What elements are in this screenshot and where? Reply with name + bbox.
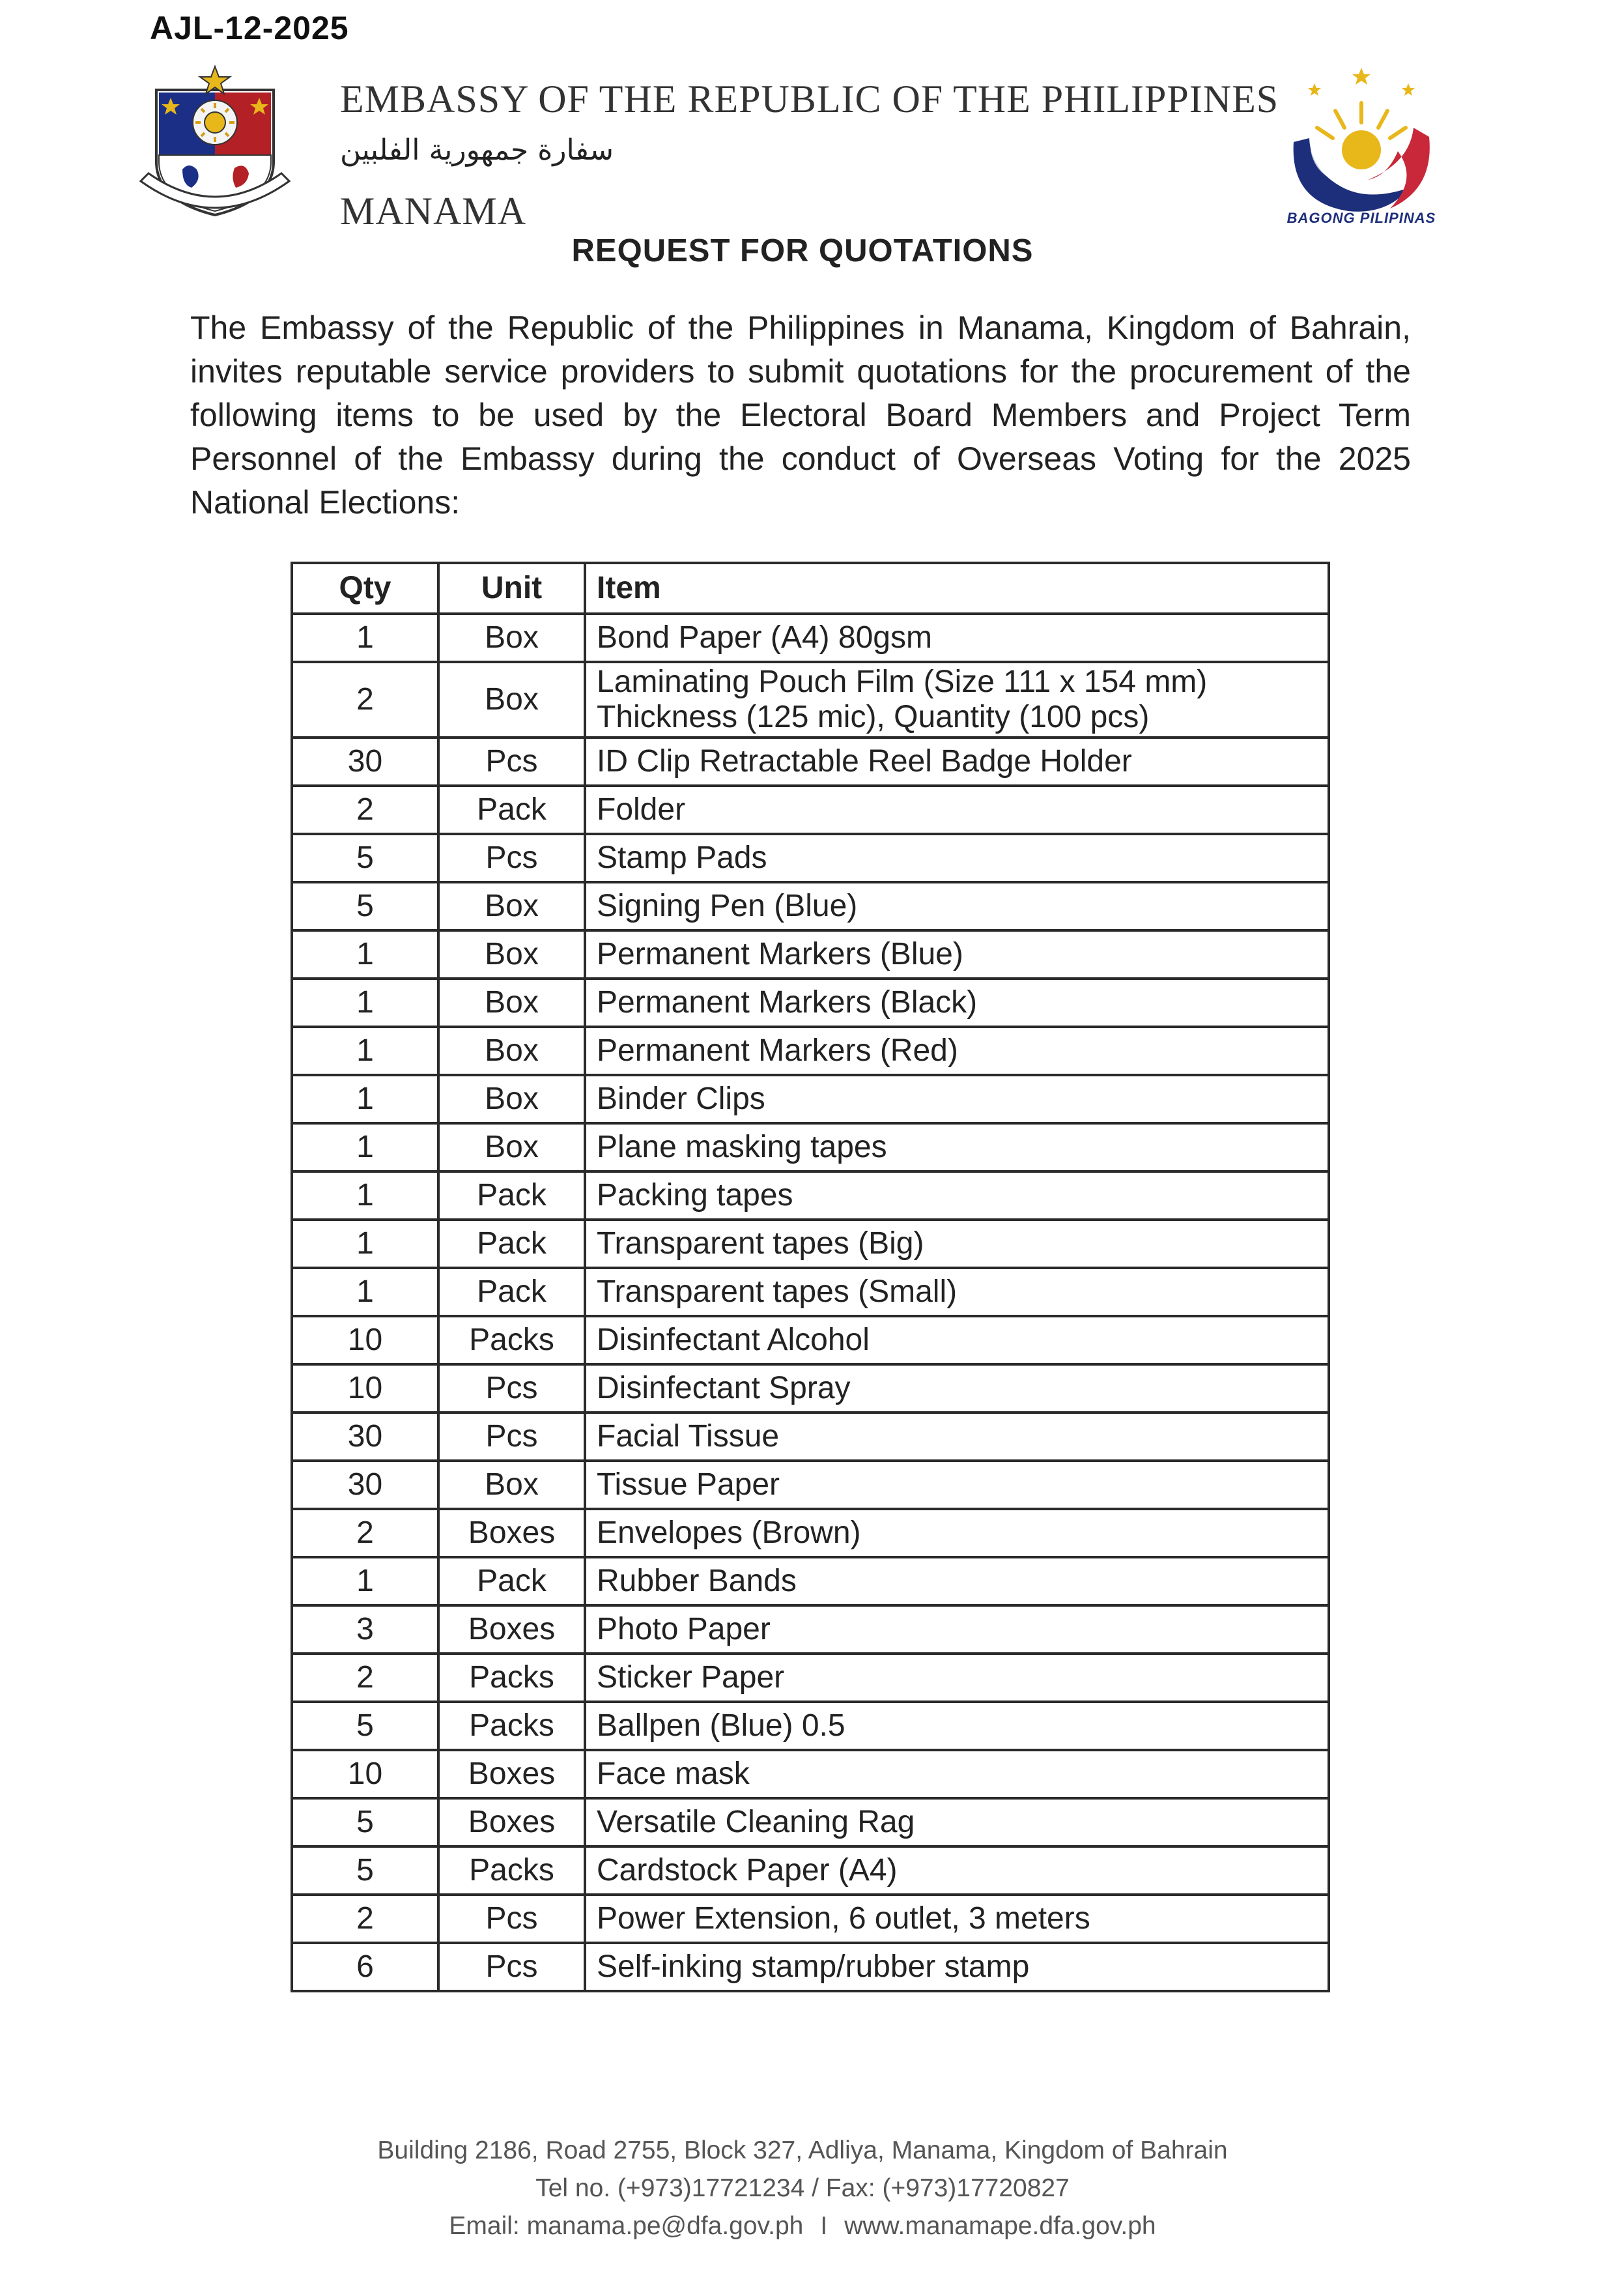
unit-cell: Packs [438,1702,585,1750]
unit-cell: Pack [438,1171,585,1220]
item-text: Tissue Paper [597,1467,780,1502]
qty-cell: 2 [292,786,438,834]
table-row [292,1461,1329,1509]
qty-cell: 1 [292,1027,438,1075]
qty-cell: 3 [292,1605,438,1654]
item-cell [585,930,1329,979]
item-text: Binder Clips [597,1082,765,1116]
qty-cell: 5 [292,1846,438,1895]
qty-cell: 1 [292,1075,438,1123]
philippine-seal-icon [137,64,293,227]
footer-email: Email: manama.pe@dfa.gov.ph [449,2212,804,2240]
qty-cell: 10 [292,1364,438,1413]
items-table [291,562,1330,1992]
qty-cell: 1 [292,1220,438,1268]
table-row [292,1171,1329,1220]
table-header-row [292,563,1329,614]
footer-address: Building 2186, Road 2755, Block 327, Adliya, Manama, Kingdom of Bahrain [377,2136,1228,2164]
table-row [292,979,1329,1027]
item-cell [585,1943,1329,1991]
item-text: Permanent Markers (Blue) [597,937,963,971]
embassy-city: MANAMA [340,190,527,233]
qty-header: Qty [292,563,438,614]
item-text: Cardstock Paper (A4) [597,1853,898,1887]
item-cell [585,1895,1329,1943]
unit-cell: Pcs [438,1413,585,1461]
table-row [292,1846,1329,1895]
footer-phone: Tel no. (+973)17721234 / Fax: (+973)17720827 [535,2174,1070,2202]
table-row [292,882,1329,930]
qty-cell: 30 [292,738,438,786]
qty-cell: 1 [292,930,438,979]
item-text: Transparent tapes (Small) [597,1274,958,1309]
item-cell [585,1123,1329,1171]
item-cell [585,1702,1329,1750]
qty-cell: 10 [292,1316,438,1364]
item-text: Bond Paper (A4) 80gsm [597,620,932,655]
qty-cell: 1 [292,1171,438,1220]
unit-cell: Box [438,979,585,1027]
item-cell [585,738,1329,786]
item-text: Laminating Pouch Film (Size 111 x 154 mm) [597,665,1208,699]
unit-cell: Box [438,1461,585,1509]
qty-cell: 5 [292,882,438,930]
item-cell [585,1557,1329,1605]
item-cell [585,1027,1329,1075]
item-text-line2: Thickness (125 mic), Quantity (100 pcs) [597,700,1150,734]
item-cell [585,1798,1329,1846]
item-text: Face mask [597,1757,750,1791]
item-text: Sticker Paper [597,1660,785,1695]
item-text: ID Clip Retractable Reel Badge Holder [597,744,1132,779]
item-text: Signing Pen (Blue) [597,889,858,923]
qty-cell: 5 [292,1798,438,1846]
table-row [292,1509,1329,1557]
item-cell [585,1846,1329,1895]
qty-cell: 1 [292,1123,438,1171]
qty-cell: 5 [292,834,438,882]
qty-cell: 1 [292,1557,438,1605]
table-row [292,1075,1329,1123]
unit-cell: Box [438,1075,585,1123]
unit-cell: Box [438,1027,585,1075]
item-text: Ballpen (Blue) 0.5 [597,1708,845,1743]
item-text: Plane masking tapes [597,1130,887,1164]
item-text: Self-inking stamp/rubber stamp [597,1949,1030,1984]
footer-contact [0,2207,1605,2245]
unit-cell: Boxes [438,1750,585,1798]
item-text: Permanent Markers (Red) [597,1033,958,1068]
table-row [292,1316,1329,1364]
item-text: Permanent Markers (Black) [597,985,978,1020]
unit-cell: Box [438,1123,585,1171]
qty-cell: 2 [292,1895,438,1943]
table-row [292,738,1329,786]
qty-cell: 10 [292,1750,438,1798]
unit-cell: Pack [438,1220,585,1268]
unit-cell: Packs [438,1846,585,1895]
footer [0,2132,1605,2245]
footer-separator: I [820,2212,828,2240]
table-row [292,1943,1329,1991]
table-row [292,786,1329,834]
reference-code: AJL-12-2025 [150,10,349,46]
qty-cell: 30 [292,1413,438,1461]
unit-cell: Boxes [438,1798,585,1846]
item-header: Item [585,563,1329,614]
item-cell [585,1316,1329,1364]
qty-cell: 6 [292,1943,438,1991]
unit-cell: Pcs [438,834,585,882]
table-row [292,1220,1329,1268]
item-cell [585,1654,1329,1702]
item-cell [585,1750,1329,1798]
table-row [292,1557,1329,1605]
bagong-pilipinas-logo-icon [1270,65,1453,235]
table-row [292,1798,1329,1846]
table-row [292,1027,1329,1075]
item-cell [585,662,1329,738]
qty-cell: 2 [292,1654,438,1702]
footer-website: www.manamape.dfa.gov.ph [844,2212,1156,2240]
qty-cell: 2 [292,1509,438,1557]
table-row [292,1123,1329,1171]
unit-cell: Pcs [438,1943,585,1991]
item-text: Disinfectant Spray [597,1371,851,1405]
table-row [292,1750,1329,1798]
table-row [292,1605,1329,1654]
qty-cell: 1 [292,1268,438,1316]
unit-cell: Box [438,614,585,662]
item-cell [585,979,1329,1027]
item-cell [585,1364,1329,1413]
unit-header: Unit [438,563,585,614]
qty-cell: 2 [292,662,438,738]
item-cell [585,882,1329,930]
table-row [292,834,1329,882]
item-text: Disinfectant Alcohol [597,1323,870,1357]
unit-cell: Pcs [438,1364,585,1413]
embassy-name-arabic: سفارة جمهورية الفلبين [340,134,614,167]
table-row [292,614,1329,662]
document-title: REQUEST FOR QUOTATIONS [571,233,1034,268]
unit-cell: Pack [438,1268,585,1316]
table-row [292,1895,1329,1943]
item-cell [585,1075,1329,1123]
item-cell [585,834,1329,882]
table-row [292,930,1329,979]
unit-cell: Boxes [438,1605,585,1654]
item-cell [585,614,1329,662]
item-cell [585,1413,1329,1461]
item-text: Versatile Cleaning Rag [597,1805,915,1839]
item-cell [585,1268,1329,1316]
unit-cell: Box [438,930,585,979]
items-table-body [292,614,1329,1991]
item-text: Facial Tissue [597,1419,780,1454]
unit-cell: Pcs [438,738,585,786]
qty-cell: 30 [292,1461,438,1509]
embassy-name: EMBASSY OF THE REPUBLIC OF THE PHILIPPINES [340,78,1279,121]
item-cell [585,786,1329,834]
qty-cell: 5 [292,1702,438,1750]
qty-cell: 1 [292,614,438,662]
item-text: Envelopes (Brown) [597,1515,861,1550]
qty-cell: 1 [292,979,438,1027]
item-text: Photo Paper [597,1612,771,1646]
item-cell [585,1220,1329,1268]
item-text: Rubber Bands [597,1564,797,1598]
item-text: Stamp Pads [597,840,767,875]
unit-cell: Packs [438,1316,585,1364]
unit-cell: Pack [438,1557,585,1605]
item-cell [585,1461,1329,1509]
unit-cell: Packs [438,1654,585,1702]
unit-cell: Box [438,882,585,930]
table-row [292,1702,1329,1750]
unit-cell: Boxes [438,1509,585,1557]
unit-cell: Pack [438,786,585,834]
table-row [292,1654,1329,1702]
item-cell [585,1509,1329,1557]
intro-paragraph: The Embassy of the Republic of the Philippines in Manama, Kingdom of Bahrain, invites reputable service providers to submit quotations for the procurement of the following items to be used by the Electoral Board Members and Project Term Personnel of the Embassy during the conduct of Overseas Voting for the 2025 National Elections: [190,309,1411,521]
unit-cell: Box [438,662,585,738]
item-text: Power Extension, 6 outlet, 3 meters [597,1901,1090,1936]
table-row [292,662,1329,738]
bagong-pilipinas-label: BAGONG PILIPINAS [1286,210,1436,226]
item-text: Packing tapes [597,1178,793,1213]
item-cell [585,1171,1329,1220]
table-row [292,1364,1329,1413]
unit-cell: Pcs [438,1895,585,1943]
table-row [292,1268,1329,1316]
item-cell [585,1605,1329,1654]
item-text: Transparent tapes (Big) [597,1226,924,1261]
item-text: Folder [597,792,686,827]
table-row [292,1413,1329,1461]
